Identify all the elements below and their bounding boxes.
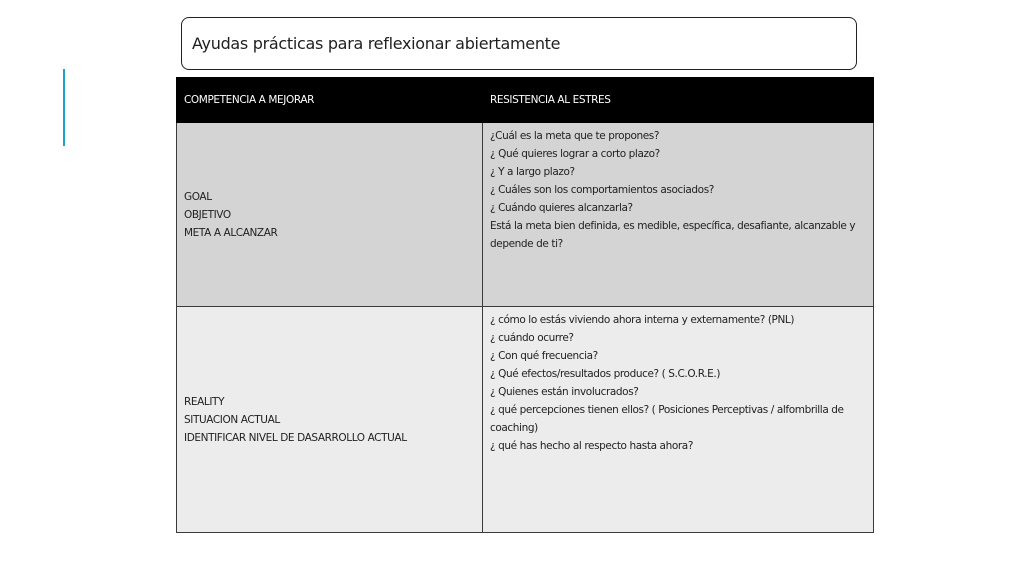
- goal-question: ¿ Cuándo quieres alcanzarla?: [490, 202, 633, 214]
- reality-question: ¿ cuándo ocurre?: [490, 332, 574, 344]
- reality-label-line: IDENTIFICAR NIVEL DE DASARROLLO ACTUAL: [184, 431, 407, 444]
- header-resistencia: RESISTENCIA AL ESTRES: [483, 78, 874, 123]
- reality-question: ¿ cómo lo estás viviendo ahora interna y externamente? (PNL): [490, 314, 795, 326]
- reality-question: ¿ qué has hecho al respecto hasta ahora?: [490, 440, 693, 452]
- reality-label-line: REALITY: [184, 395, 225, 408]
- reality-question: coaching): [490, 422, 538, 434]
- reality-question: ¿ Qué efectos/resultados produce? ( S.C.O.R.E.): [490, 368, 721, 380]
- grow-table: [176, 77, 874, 533]
- title-box: [181, 17, 857, 70]
- goal-label-line: OBJETIVO: [184, 208, 231, 221]
- goal-label-line: META A ALCANZAR: [184, 226, 278, 239]
- table-row-reality: [177, 307, 874, 533]
- header-competencia: COMPETENCIA A MEJORAR: [177, 78, 483, 123]
- table-header-row: [177, 78, 874, 123]
- reality-question: ¿ Quienes están involucrados?: [490, 386, 639, 398]
- goal-question: Está la meta bien definida, es medible, específica, desafiante, alcanzable y: [490, 220, 856, 232]
- goal-question: depende de ti?: [490, 238, 563, 250]
- goal-label-line: GOAL: [184, 190, 212, 203]
- reality-question: ¿ Con qué frecuencia?: [490, 350, 598, 362]
- goal-questions-cell: [483, 123, 874, 307]
- page-title: Ayudas prácticas para reflexionar abiertamente: [192, 34, 561, 53]
- table-row-goal: [177, 123, 874, 307]
- accent-bar: [63, 69, 65, 146]
- goal-label-cell: [177, 123, 483, 307]
- goal-question: ¿Cuál es la meta que te propones?: [490, 130, 660, 142]
- goal-question: ¿ Y a largo plazo?: [490, 166, 575, 178]
- goal-question: ¿ Cuáles son los comportamientos asociados?: [490, 184, 714, 196]
- reality-label-cell: [177, 307, 483, 533]
- reality-questions-cell: [483, 307, 874, 533]
- reality-question: ¿ qué percepciones tienen ellos? ( Posiciones Perceptivas / alfombrilla de: [490, 404, 844, 416]
- reality-label-line: SITUACION ACTUAL: [184, 413, 280, 426]
- goal-question: ¿ Qué quieres lograr a corto plazo?: [490, 148, 660, 160]
